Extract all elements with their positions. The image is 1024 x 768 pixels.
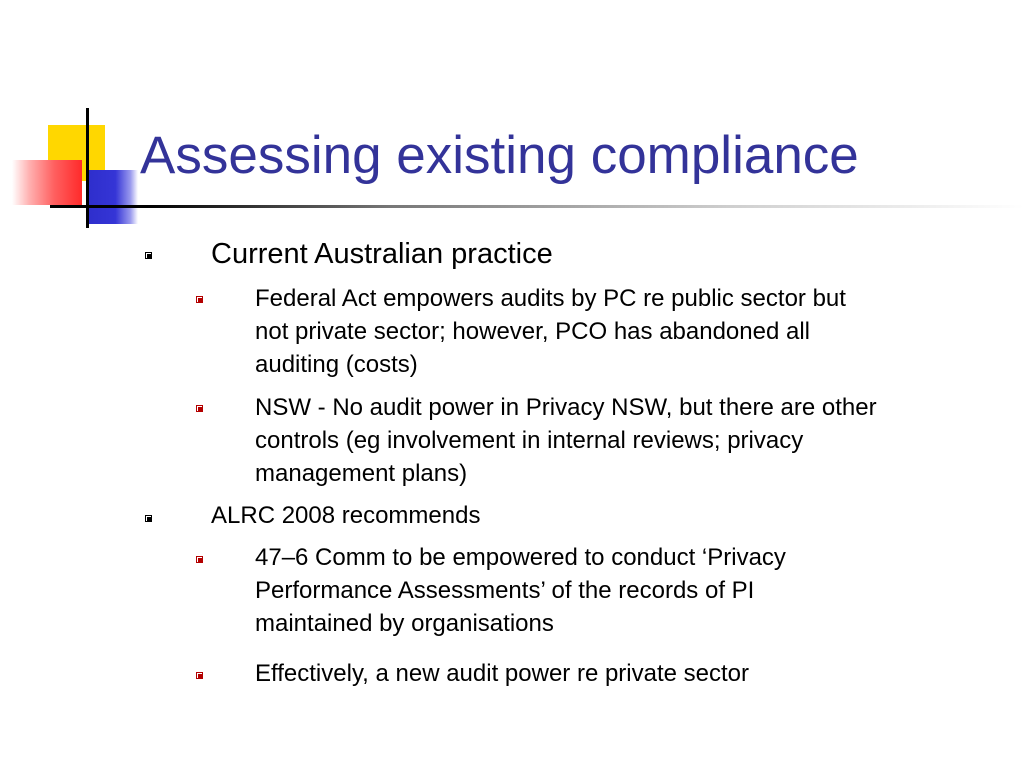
text-line: NSW - No audit power in Privacy NSW, but there are other bbox=[255, 394, 877, 421]
sub-bullet-effectively bbox=[255, 657, 1015, 690]
decor-vertical-line bbox=[86, 108, 89, 228]
decor-red-square bbox=[12, 160, 82, 205]
title-underline bbox=[50, 205, 1024, 208]
text-line: auditing (costs) bbox=[255, 351, 418, 378]
bullet-current-practice: Current Australian practice bbox=[211, 238, 553, 270]
text-line: Federal Act empowers audits by PC re public sector but bbox=[255, 285, 846, 312]
sub-bullet-nsw bbox=[255, 391, 1015, 490]
text-line: Performance Assessments’ of the records of PI bbox=[255, 577, 755, 604]
text-line: maintained by organisations bbox=[255, 610, 554, 637]
sub-bullet-federal-act bbox=[255, 282, 1015, 381]
sub-bullet-47-6 bbox=[255, 541, 1015, 640]
text-line: not private sector; however, PCO has abandoned all bbox=[255, 318, 810, 345]
text-line: controls (eg involvement in internal reviews; privacy bbox=[255, 427, 804, 454]
bullet-alrc-2008: ALRC 2008 recommends bbox=[211, 502, 481, 529]
text-line: 47–6 Comm to be empowered to conduct ‘Privacy bbox=[255, 544, 786, 571]
decor-blue-square bbox=[88, 170, 138, 224]
text-line: Effectively, a new audit power re private sector bbox=[255, 660, 750, 687]
slide-title: Assessing existing compliance bbox=[140, 126, 859, 185]
text-line: management plans) bbox=[255, 460, 468, 487]
